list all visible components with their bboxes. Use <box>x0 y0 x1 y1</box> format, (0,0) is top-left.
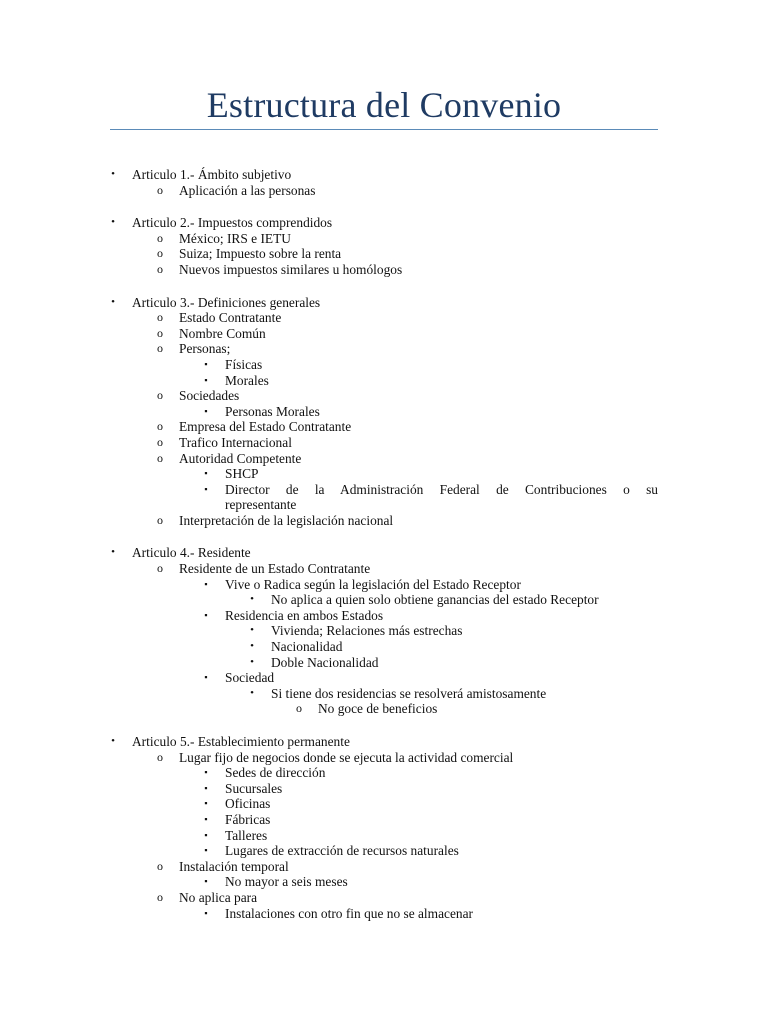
list-item-text: No goce de beneficios <box>318 701 438 717</box>
list-item <box>0 482 768 498</box>
list-item <box>0 246 768 262</box>
bullet-circle-icon: o <box>157 310 163 325</box>
list-item-text: Autoridad Competente <box>179 450 302 466</box>
list-item <box>0 670 768 686</box>
list-item <box>0 466 768 482</box>
list-item <box>0 167 768 183</box>
bullet-circle-icon: o <box>157 230 163 245</box>
bullet-square-icon: ▪ <box>204 609 208 620</box>
bullet-circle-icon: o <box>157 858 163 873</box>
section-heading: Articulo 2.- Impuestos comprendidos <box>132 215 333 231</box>
bullet-dot-icon: • <box>111 295 115 308</box>
bullet-square-icon: ▪ <box>204 845 208 856</box>
bullet-dot-icon: • <box>111 735 115 747</box>
bullet-square-icon: ▪ <box>204 798 208 809</box>
list-item <box>0 874 768 890</box>
list-item-text: Morales <box>225 372 269 388</box>
section-heading: Articulo 3.- Definiciones generales <box>132 294 321 310</box>
bullet-square-icon: ▪ <box>204 813 208 824</box>
bullet-circle-icon: o <box>157 450 163 465</box>
list-item-text: Empresa del Estado Contratante <box>179 419 352 435</box>
bullet-circle-icon: o <box>157 325 163 340</box>
list-item <box>0 404 768 420</box>
list-item <box>0 388 768 404</box>
list-item-text: Si tiene dos residencias se resolverá amistosamente <box>271 685 547 701</box>
list-item-text: México; IRS e IETU <box>179 230 291 246</box>
list-item <box>0 231 768 247</box>
list-item <box>0 295 768 311</box>
bullet-circle-icon: o <box>296 701 302 716</box>
bullet-square-icon: ▪ <box>204 405 208 416</box>
list-item-text: Nacionalidad <box>271 639 343 655</box>
list-item <box>0 451 768 467</box>
list-item-text: No aplica a quien solo obtiene ganancias del estado Receptor <box>271 592 599 608</box>
list-item-text: Lugares de extracción de recursos naturales <box>225 843 459 859</box>
list-item <box>0 326 768 342</box>
bullet-square-icon: ▪ <box>204 358 208 369</box>
list-item-text: Trafico Internacional <box>179 434 292 450</box>
section-heading: Articulo 4.- Residente <box>132 545 251 561</box>
list-item <box>0 419 768 435</box>
list-item-text: Estado Contratante <box>179 310 282 326</box>
bullet-square-icon: ▪ <box>204 374 208 385</box>
bullet-circle-icon: o <box>157 388 163 403</box>
list-item-text: Vivienda; Relaciones más estrechas <box>271 623 463 639</box>
bullet-square-icon: ▪ <box>204 876 208 887</box>
bullet-square-icon: ▪ <box>204 468 208 479</box>
list-item <box>0 686 768 702</box>
list-item-text: SHCP <box>225 466 259 482</box>
list-item-text: Oficinas <box>225 796 271 812</box>
list-item <box>0 796 768 812</box>
list-item <box>0 577 768 593</box>
bullet-square-icon: ▪ <box>204 483 208 494</box>
bullet-dot-icon: • <box>250 593 254 606</box>
list-item-text: Fábricas <box>225 811 271 827</box>
list-item <box>0 608 768 624</box>
list-item <box>0 843 768 859</box>
list-item-text: Sedes de dirección <box>225 765 326 781</box>
bullet-circle-icon: o <box>157 419 163 434</box>
list-item-text: Instalación temporal <box>179 858 289 874</box>
bullet-circle-icon: o <box>157 261 163 276</box>
list-item <box>0 765 768 781</box>
outline-list <box>0 167 768 921</box>
bullet-square-icon: ▪ <box>204 578 208 589</box>
bullet-dot-icon: • <box>111 546 115 559</box>
bullet-square-icon: ▪ <box>204 782 208 793</box>
list-item-text: Residencia en ambos Estados <box>225 607 384 623</box>
bullet-dot-icon: • <box>250 624 254 637</box>
list-item <box>0 215 768 231</box>
bullet-square-icon: ▪ <box>204 829 208 840</box>
bullet-square-icon: ▪ <box>204 907 208 918</box>
list-item <box>0 828 768 844</box>
list-item <box>0 592 768 608</box>
list-item-continuation <box>0 497 768 513</box>
list-item-text: Físicas <box>225 356 263 372</box>
list-item-text: Doble Nacionalidad <box>271 654 379 670</box>
list-item-text: Sociedad <box>225 670 275 686</box>
list-item <box>0 859 768 875</box>
list-item <box>0 435 768 451</box>
list-item <box>0 373 768 389</box>
list-item-text: Aplicación a las personas <box>179 182 316 198</box>
bullet-circle-icon: o <box>157 182 163 197</box>
list-item <box>0 701 768 717</box>
list-item-text: Instalaciones con otro fin que no se almacenar <box>225 905 474 921</box>
list-item <box>0 781 768 797</box>
list-item <box>0 623 768 639</box>
bullet-dot-icon: • <box>250 655 254 668</box>
list-item-text: Lugar fijo de negocios donde se ejecuta la actividad comercial <box>179 749 514 765</box>
list-item <box>0 545 768 561</box>
list-item <box>0 655 768 671</box>
bullet-square-icon: ▪ <box>204 672 208 683</box>
bullet-dot-icon: • <box>250 640 254 653</box>
bullet-circle-icon: o <box>157 246 163 261</box>
list-item-text: Personas; <box>179 341 231 357</box>
bullet-circle-icon: o <box>157 889 163 904</box>
list-item-text: Personas Morales <box>225 403 320 419</box>
list-item-text: Interpretación de la legislación nacional <box>179 512 394 528</box>
list-item <box>0 513 768 529</box>
list-item-text: Residente de un Estado Contratante <box>179 561 371 577</box>
bullet-dot-icon: • <box>250 686 254 699</box>
list-item <box>0 639 768 655</box>
list-item-text: representante <box>225 497 297 513</box>
list-item <box>0 906 768 922</box>
list-item <box>0 310 768 326</box>
list-item <box>0 183 768 199</box>
list-item <box>0 357 768 373</box>
title-underline <box>110 129 658 130</box>
list-item-text: No mayor a seis meses <box>225 874 348 890</box>
document-title: Estructura del Convenio <box>206 85 562 125</box>
bullet-dot-icon: • <box>111 168 115 180</box>
list-item-text: Talleres <box>225 827 268 843</box>
bullet-circle-icon: o <box>157 512 163 527</box>
list-item <box>0 561 768 577</box>
bullet-circle-icon: o <box>157 434 163 449</box>
list-item-text: Sucursales <box>225 780 283 796</box>
section-heading: Articulo 1.- Ámbito subjetivo <box>132 167 292 182</box>
bullet-circle-icon: o <box>157 749 163 764</box>
list-item-text: Vive o Radica según la legislación del Estado Receptor <box>225 576 521 592</box>
list-item-text: No aplica para <box>179 889 258 905</box>
list-item-text: Director de la Administración Federal de Contribuciones o su <box>225 481 658 497</box>
bullet-circle-icon: o <box>157 341 163 356</box>
list-item-text: Suiza; Impuesto sobre la renta <box>179 246 342 262</box>
bullet-dot-icon: • <box>111 216 115 229</box>
section-heading: Articulo 5.- Establecimiento permanente <box>132 734 350 749</box>
bullet-circle-icon: o <box>157 561 163 576</box>
list-item <box>0 734 768 750</box>
bullet-square-icon: ▪ <box>204 767 208 778</box>
list-item <box>0 750 768 766</box>
list-item-text: Nuevos impuestos similares u homólogos <box>179 261 403 277</box>
list-item <box>0 262 768 278</box>
list-item <box>0 341 768 357</box>
list-item-text: Sociedades <box>179 388 240 404</box>
list-item <box>0 890 768 906</box>
list-item-text: Nombre Común <box>179 325 266 341</box>
list-item <box>0 812 768 828</box>
